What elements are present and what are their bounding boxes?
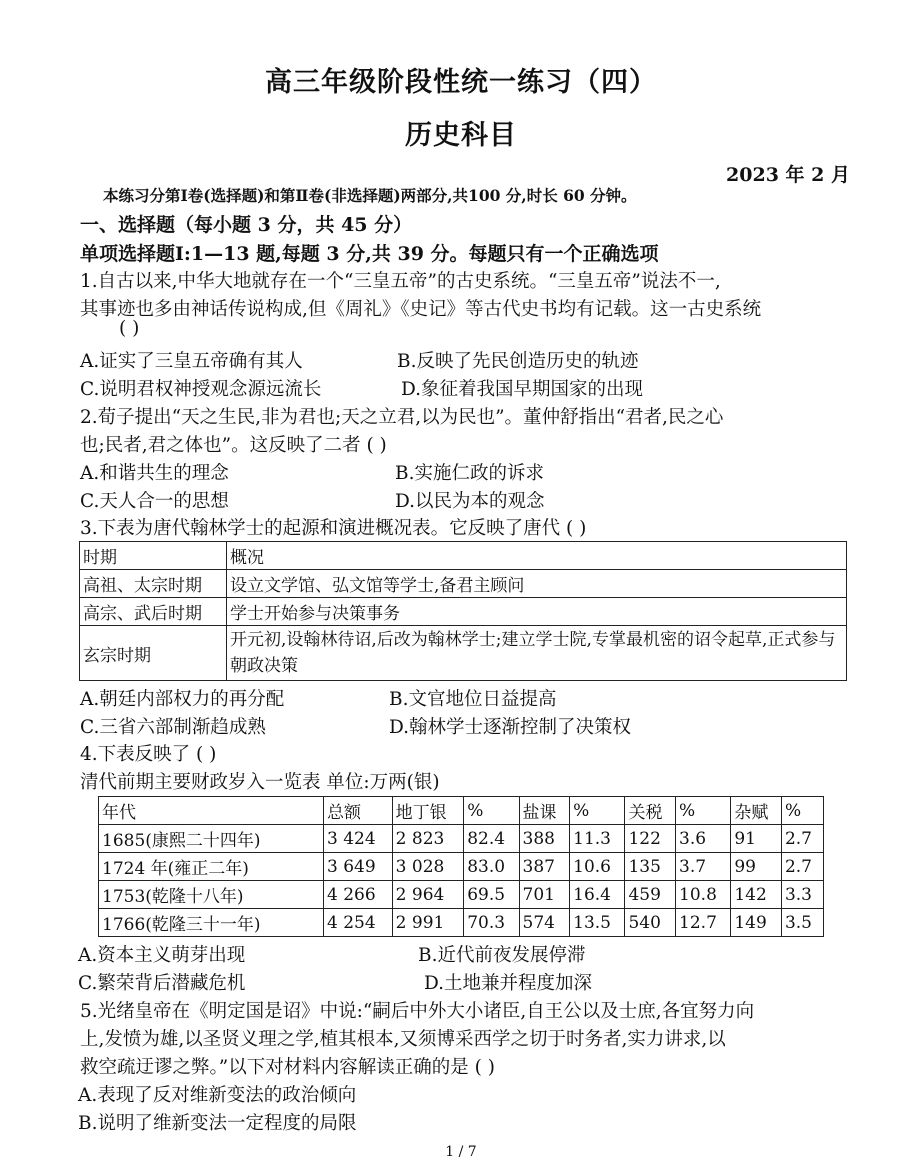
q4-option-c: C.繁荣背后潜藏危机 [78, 973, 246, 994]
table-header-cell: 总额 [324, 797, 393, 825]
table-cell: 91 [731, 825, 782, 853]
q1-option-c: C.说明君权神授观念源远流长 [80, 379, 322, 400]
table-cell: 99 [731, 853, 782, 881]
q4-option-a: A.资本主义萌芽出现 [78, 945, 246, 966]
table-header-row [80, 542, 847, 570]
q2-option-a: A.和谐共生的理念 [80, 463, 229, 484]
q3-option-a: A.朝廷内部权力的再分配 [80, 689, 285, 710]
table-cell: 574 [519, 909, 570, 937]
table-header-cell: % [570, 797, 625, 825]
table-header-cell: % [781, 797, 823, 825]
table-cell: 2 964 [392, 881, 464, 909]
table-cell: 2 991 [392, 909, 464, 937]
table-row [80, 626, 847, 681]
table-cell: 3.7 [676, 853, 731, 881]
table-cell: 1753(乾隆十八年) [99, 881, 324, 909]
table-cell: 3 649 [324, 853, 393, 881]
table-cell: 540 [625, 909, 676, 937]
q2-stem-line2: 也;民者,君之体也”。这反映了二者 ( ) [80, 435, 387, 456]
q2-stem-line1: 2.荀子提出“天之生民,非为君也;天之立君,以为民也”。董仲舒指出“君者,民之心 [80, 407, 724, 428]
q2-option-b: B.实施仁政的诉求 [395, 463, 544, 484]
table-cell: 82.4 [464, 825, 519, 853]
table-cell: 83.0 [464, 853, 519, 881]
q3-table [79, 541, 847, 681]
table-header-cell: % [464, 797, 519, 825]
exam-note: 本练习分第Ⅰ卷(选择题)和第Ⅱ卷(非选择题)两部分,共100 分,时长 60 分钟。 [103, 186, 637, 205]
table-cell: 3.6 [676, 825, 731, 853]
q3-stem: 3.下表为唐代翰林学士的起源和演进概况表。它反映了唐代 ( ) [80, 518, 587, 539]
exam-title: 高三年级阶段性统一练习（四） [265, 67, 657, 98]
table-cell: 高宗、武后时期 [80, 598, 227, 626]
subject-title: 历史科目 [405, 120, 517, 151]
table-header-cell: 盐课 [519, 797, 570, 825]
q2-option-c: C.天人合一的思想 [80, 491, 229, 512]
table-cell: 3.3 [781, 881, 823, 909]
table-row [80, 570, 847, 598]
table-cell: 2.7 [781, 825, 823, 853]
table-cell: 387 [519, 853, 570, 881]
q3-option-c: C.三省六部制渐趋成熟 [80, 717, 266, 738]
table-header-cell: 关税 [625, 797, 676, 825]
table-header-cell: 杂赋 [731, 797, 782, 825]
table-cell: 开元初,设翰林待诏,后改为翰林学士;建立学士院,专掌最机密的诏令起草,正式参与朝政决策 [227, 626, 847, 681]
table-row [80, 598, 847, 626]
table-cell: 388 [519, 825, 570, 853]
q1-option-d: D.象征着我国早期国家的出现 [401, 379, 644, 400]
q1-stem-line1: 1.自古以来,中华大地就存在一个“三皇五帝”的古史系统。“三皇五帝”说法不一, [80, 271, 721, 292]
table-cell: 11.3 [570, 825, 625, 853]
table-cell: 135 [625, 853, 676, 881]
q4-table-caption: 清代前期主要财政岁入一览表 单位:万两(银) [80, 772, 440, 793]
table-cell: 3 028 [392, 853, 464, 881]
table-cell: 设立文学馆、弘文馆等学士,备君主顾问 [227, 570, 847, 598]
table-cell: 4 254 [324, 909, 393, 937]
table-cell: 70.3 [464, 909, 519, 937]
q2-option-d: D.以民为本的观念 [395, 491, 545, 512]
q4-option-d: D.土地兼并程度加深 [424, 973, 593, 994]
q5-stem-line2: 上,发愤为雄,以圣贤义理之学,植其根本,又须博采西学之切于时务者,实力讲求,以 [80, 1029, 726, 1050]
q1-answer-blank: ( ) [119, 318, 140, 339]
table-row [99, 909, 824, 937]
q5-stem-line3: 救空疏迂谬之弊。”以下对材料内容解读正确的是 ( ) [80, 1057, 495, 1078]
table-cell: 1724 年(雍正二年) [99, 853, 324, 881]
q4-table [98, 796, 824, 937]
q5-option-a: A.表现了反对维新变法的政治倾向 [78, 1085, 357, 1106]
table-cell: 3 424 [324, 825, 393, 853]
table-cell: 149 [731, 909, 782, 937]
table-cell: 69.5 [464, 881, 519, 909]
q5-stem-line1: 5.光绪皇帝在《明定国是诏》中说:“嗣后中外大小诸臣,自王公以及士庶,各宜努力向 [80, 1001, 755, 1022]
table-cell: 2 823 [392, 825, 464, 853]
table-header-row [99, 797, 824, 825]
q3-option-d: D.翰林学士逐渐控制了决策权 [389, 717, 632, 738]
q1-stem-line2: 其事迹也多由神话传说构成,但《周礼》《史记》等古代史书均有记载。这一古史系统 [80, 299, 762, 320]
table-row [99, 853, 824, 881]
table-cell: 16.4 [570, 881, 625, 909]
table-cell: 701 [519, 881, 570, 909]
table-cell: 玄宗时期 [80, 626, 227, 681]
table-cell: 3.5 [781, 909, 823, 937]
table-header-cell: % [676, 797, 731, 825]
table-cell: 4 266 [324, 881, 393, 909]
q4-option-b: B.近代前夜发展停滞 [418, 945, 586, 966]
q1-option-b: B.反映了先民创造历史的轨迹 [397, 351, 639, 372]
table-cell: 13.5 [570, 909, 625, 937]
table-cell: 10.8 [676, 881, 731, 909]
table-header-cell: 年代 [99, 797, 324, 825]
table-cell: 142 [731, 881, 782, 909]
section-heading: 一、选择题（每小题 3 分，共 45 分） [80, 214, 413, 236]
section-subheading: 单项选择题Ⅰ:1—13 题,每题 3 分,共 39 分。每题只有一个正确选项 [80, 243, 659, 265]
table-header-cell: 地丁银 [392, 797, 464, 825]
page-number: 1 / 7 [445, 1144, 477, 1160]
table-header-cell: 概况 [227, 542, 847, 570]
table-header-cell: 时期 [80, 542, 227, 570]
table-cell: 12.7 [676, 909, 731, 937]
table-cell: 459 [625, 881, 676, 909]
exam-date: 2023 年 2 月 [726, 164, 850, 186]
table-row [99, 825, 824, 853]
q5-option-b: B.说明了维新变法一定程度的局限 [78, 1113, 357, 1134]
table-cell: 2.7 [781, 853, 823, 881]
table-cell: 122 [625, 825, 676, 853]
table-cell: 高祖、太宗时期 [80, 570, 227, 598]
table-row [99, 881, 824, 909]
table-cell: 1766(乾隆三十一年) [99, 909, 324, 937]
q3-option-b: B.文官地位日益提高 [389, 689, 557, 710]
q4-stem: 4.下表反映了 ( ) [80, 744, 217, 765]
table-cell: 学士开始参与决策事务 [227, 598, 847, 626]
table-cell: 10.6 [570, 853, 625, 881]
table-cell: 1685(康熙二十四年) [99, 825, 324, 853]
q1-option-a: A.证实了三皇五帝确有其人 [80, 351, 303, 372]
